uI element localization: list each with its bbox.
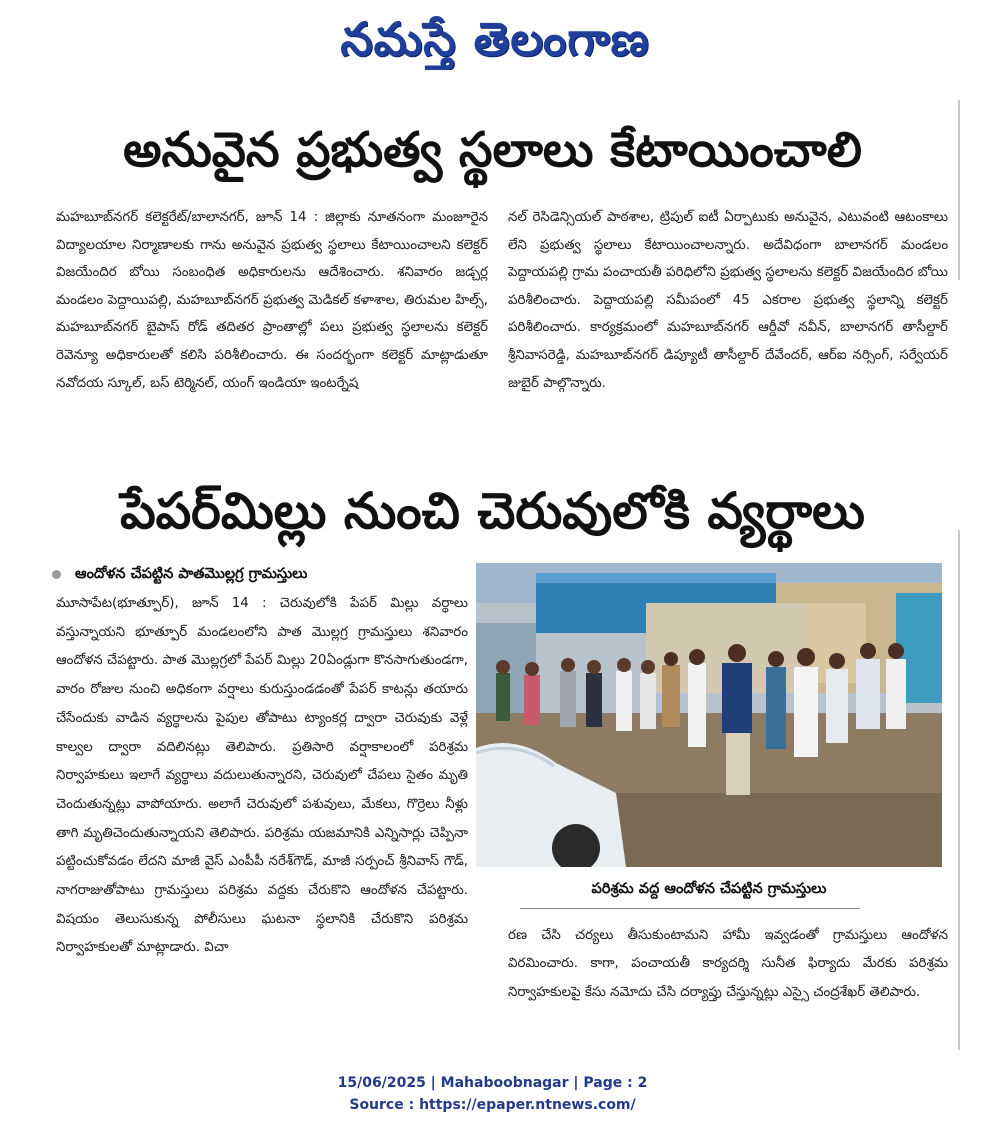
bullet-icon [52, 570, 61, 579]
article2-body-left: మూసాపేట(భూత్పూర్), జూన్ 14 : చెరువులోకి పేపర్ మిల్లు వర్థాలు వస్తున్నాయని భూత్పూర్ మండలంలోని పాత మొల్లగ్ర గ్రామస్తులు శనివారం ఆందోళన చేపట్టారు. పాత మొల్లగ్రలో పేపర్ మిల్లు 20ఏండ్లుగా కొనసాగుతుండగా, వారం రోజుల నుంచి అధికంగా వర్షాలు కురుస్తుండడంతో పేపర్ కాటన్లు తయారు చేసేందుకు వాడిన వ్యర్థాలను పైపుల తోపాటు ట్యాంకర్ల ద్వారా చెరువుకు వెళ్లే కాల్వల ద్వారా వదిలినట్లు తెలిపారు. ప్రతిసారి వర్షాకాలంలో పరిశ్రమ నిర్వాహకులు ఇలాగే వ్యర్థాలు వదులుతున్నారని, చెరువులో చేపలు సైతం మృతి చెందుతున్నట్లు వాపోయారు. అలాగే చెరువులో పశువులు, మేకలు, గొర్రెలు నీళ్లు తాగి మృతిచెందుతున్నాయని తెలిపారు. పరిశ్రమ యజమానికి ఎన్నిసార్లు చెప్పినా పట్టించుకోవడం లేదని మాజీ వైస్ ఎంపీపీ నరేశ్‌గౌడ్, మాజీ సర్పంచ్ శ్రీనివాస్ గౌడ్, నాగరాజుతోపాటు గ్రామస్తులు పరిశ్రమ వద్దకు చేరుకొని ఆందోళన చేపట్టారు. విషయం తెలుసుకున్న పోలీసులు ఘటనా స్థలానికి చేరుకొని పరిశ్రమ నిర్వాహకులతో మాట్లాడారు. విచా [56, 596, 468, 956]
article2-subheadline-text: ఆందోళన చేపట్టిన పాతమొల్లగ్ర గ్రామస్తులు [75, 566, 308, 582]
footer-source: Source : https://epaper.ntnews.com/ [349, 1097, 636, 1113]
article2-column-right [508, 922, 948, 1042]
newspaper-masthead: నమస్తే తెలంగాణ [340, 12, 650, 66]
article1-column-left [56, 204, 488, 454]
protest-scene-image [476, 563, 942, 867]
news-photo [476, 563, 942, 867]
photo-caption: పరిశ్రమ వద్ద ఆందోళన చేపట్టిన గ్రామస్తులు [591, 881, 827, 897]
article1-column-right [508, 204, 948, 454]
article2-subheadline [50, 560, 470, 588]
caption-underline [520, 908, 860, 909]
article2-column-left [56, 590, 468, 1050]
column-divider [958, 100, 960, 280]
footer-date-edition: 15/06/2025 | Mahaboobnagar | Page : 2 [337, 1075, 648, 1091]
article2-body-right: రణ చేసి చర్యలు తీసుకుంటామని హామీ ఇవ్వడంతో గ్రామస్తులు ఆందోళన విరమించారు. కాగా, పంచాయతీ కార్యదర్శి సునీత ఫిర్యాదు మేరకు పరిశ్రమ నిర్వాహకులపై కేసు నమోదు చేసి దర్యాప్తు చేస్తున్నట్లు ఎస్సై చంద్రశేఖర్ తెలిపారు. [508, 928, 948, 1000]
article2-headline: పేపర్‌మిల్లు నుంచి చెరువులోకి వ్యర్థాలు [120, 482, 865, 540]
article1-headline: అనువైన ప్రభుత్వ స్థలాలు కేటాయించాలి [123, 122, 862, 178]
article1-body-left: మహబూబ్‌నగర్ కలెక్టరేట్/బాలానగర్, జూన్ 14 : జిల్లాకు నూతనంగా మంజూరైన విద్యాలయాల నిర్మాణాలకు గాను అనువైన ప్రభుత్వ స్థలాలు కేటాయించాలని కలెక్టర్ విజయేందిర బోయి సంబంధిత అధికారులను ఆదేశించారు. శనివారం జడ్చర్ల మండలం పెద్దాయిపల్లి, మహబూబ్‌నగర్ ప్రభుత్వ మెడికల్ కళాశాల, తిరుమల హిల్స్, మహబూబ్‌నగర్ బైపాస్ రోడ్ తదితర ప్రాంతాల్లో పలు ప్రభుత్వ స్థలాలను కలెక్టర్ రెవెన్యూ అధికారులతో కలిసి పరిశీలించారు. ఈ సందర్భంగా కలెక్టర్ మాట్లాడుతూ నవోదయ స్కూల్, బస్ టెర్మినల్, యంగ్ ఇండియా ఇంటర్నేష [56, 210, 488, 391]
article1-body-right: నల్ రెసిడెన్సియల్ పాఠశాల, ట్రిపుల్ ఐటీ ఏర్పాటుకు అనువైన, ఎటువంటి ఆటంకాలు లేని ప్రభుత్వ స్థలాలు కేటాయించాలన్నారు. అదేవిధంగా బాలానగర్ మండలం పెద్దాయపల్లి గ్రామ పంచాయతీ పరిధిలోని ప్రభుత్వ స్థలాలను కలెక్టర్ విజయేందిర బోయి పరిశీలించారు. పెద్దాయపల్లి సమీపంలో 45 ఎకరాల ప్రభుత్వ స్థలాన్ని కలెక్టర్ పరిశీలించారు. కార్యక్రమంలో మహబూబ్‌నగర్ ఆర్డీవో నవీన్, బాలానగర్ తాసీల్దార్ శ్రీనివాసరెడ్డి, మహబూబ్‌నగర్ డిప్యూటీ తాసీల్దార్ దేవేందర్, ఆర్‌ఐ నర్సింగ్, సర్వేయర్ జుబైర్ పాల్గొన్నారు. [508, 210, 948, 391]
column-divider [958, 530, 960, 1050]
